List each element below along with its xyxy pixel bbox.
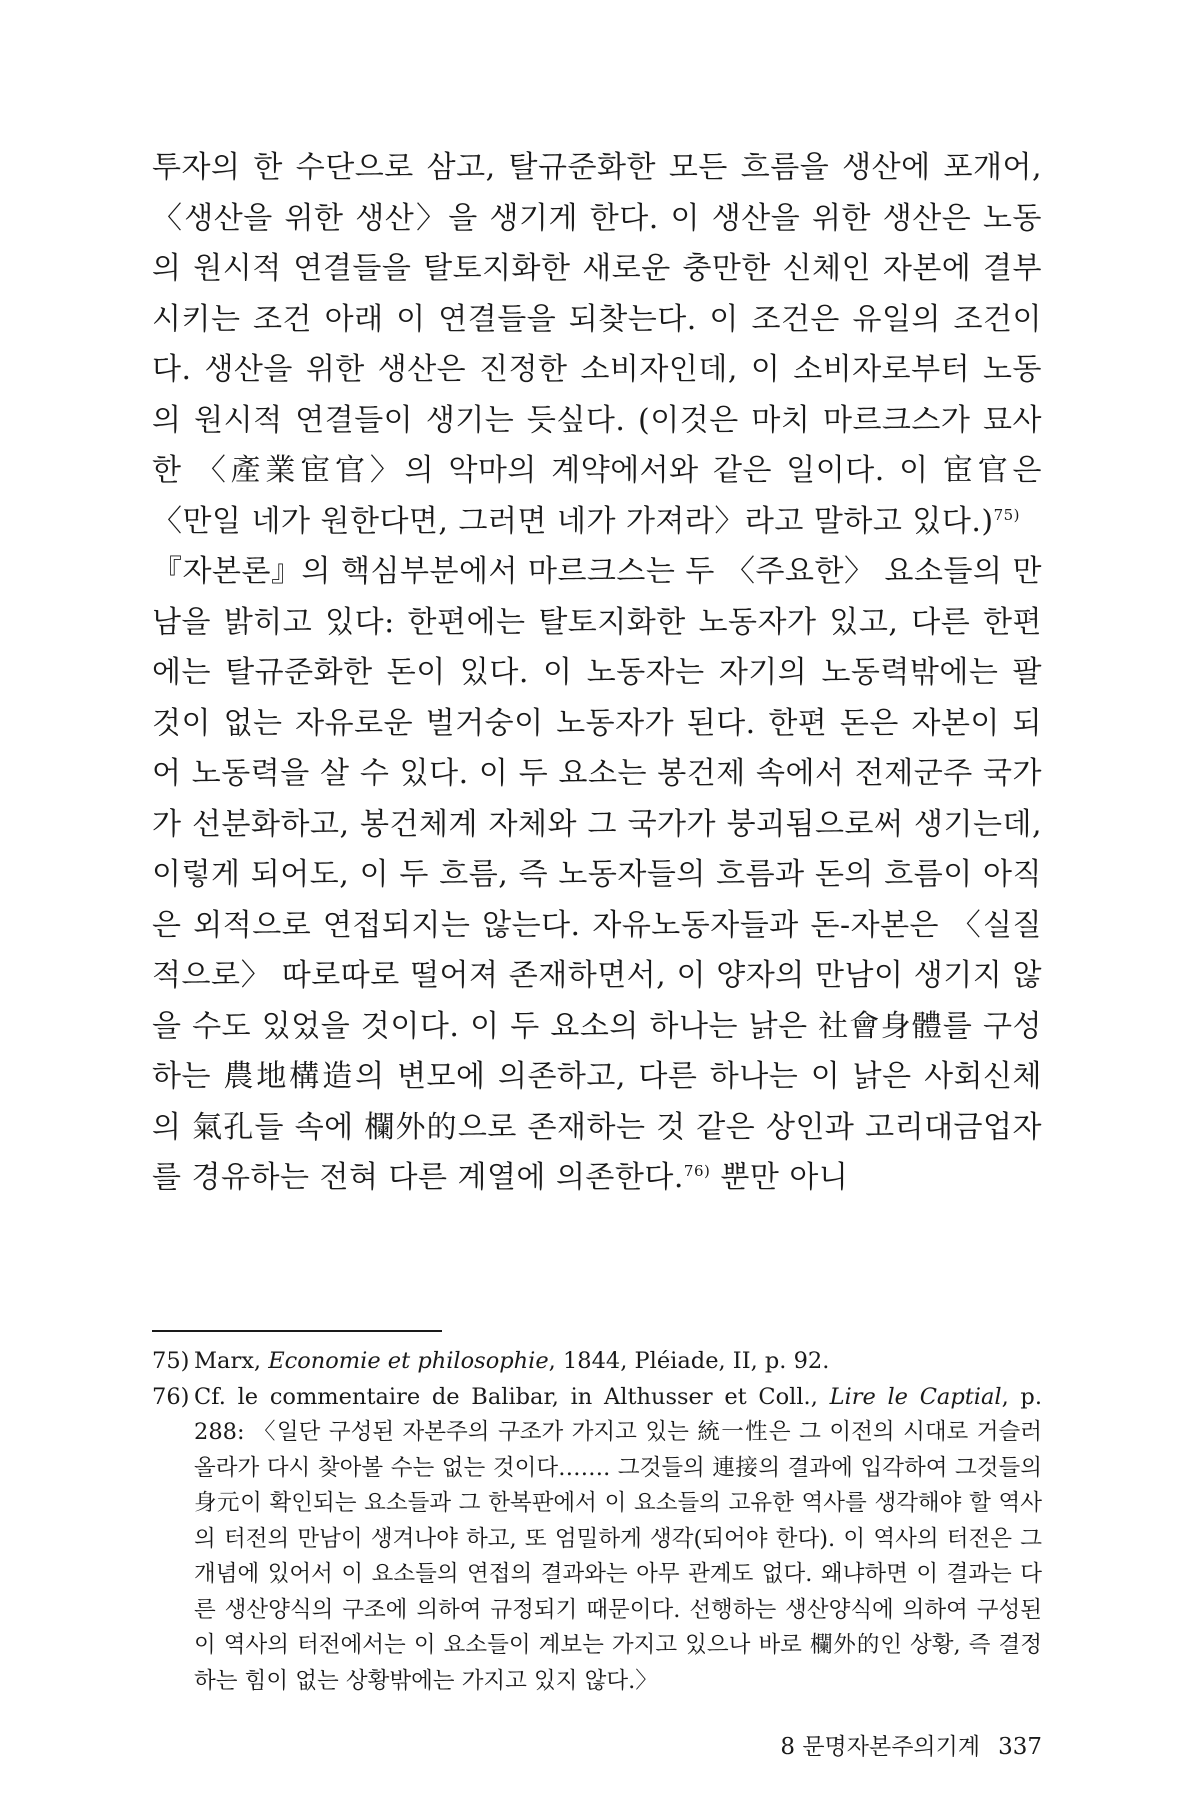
paragraph-2-tail: 뿐만 아니 bbox=[710, 1160, 849, 1195]
page-number: 337 bbox=[998, 1734, 1042, 1760]
footnote-title: Economie et philosophie bbox=[268, 1348, 549, 1374]
footnote-body: , p. 288: 〈일단 구성된 자본주의 구조가 가지고 있는 統一性은 그 이전의 시대로 거슬러 올라가 다시 찾아볼 수는 없는 것이다……. 그것들의 連接의 결과에 입각하여 그것들의 身元이 확인되는 요소들과 그 한복판에서 이 요소들의 고유한 역사를 생각해야 할 역사의 터전의 만남이 생겨나야 하고, 또 엄밀하게 생각(되어야 한다). 이 역사의 터전은 그 개념에 있어서 이 요소들의 연접의 결과와는 아무 관계도 없다. 왜냐하면 이 결과는 다른 생산양식의 구조에 의하여 규정되기 때문이다. 선행하는 생산양식에 의하여 구성된 이 역사의 터전에서는 이 요소들이 계보는 가지고 있으나 바로 欄外的인 상황, 즉 결정하는 힘이 없는 상황밖에는 가지고 있지 않다.〉 bbox=[194, 1383, 1042, 1694]
paragraph-1 bbox=[152, 143, 1042, 547]
footnote-number: 75) bbox=[152, 1348, 190, 1374]
paragraph-2 bbox=[152, 547, 1042, 1204]
footnote-citation: , 1844, Pléiade, II, p. 92. bbox=[548, 1348, 830, 1374]
page-footer bbox=[780, 1728, 1042, 1761]
footnote-title: Lire le Captial bbox=[829, 1383, 1002, 1410]
running-head: 8 문명자본주의기계 bbox=[780, 1734, 981, 1760]
footnote-author: Marx, bbox=[194, 1348, 269, 1374]
paragraph-2-text: 『자본론』의 핵심부분에서 마르크스는 두 〈주요한〉 요소들의 만남을 밝히고 있다: 한편에는 탈토지화한 노동자가 있고, 다른 한편에는 탈규준화한 돈이 있다. 이 노동자는 자기의 노동력밖에는 팔 것이 없는 자유로운 벌거숭이 노동자가 된다. 한편 돈은 자본이 되어 노동력을 살 수 있다. 이 두 요소는 봉건제 속에서 전제군주 국가가 선분화하고, 봉건체계 자체와 그 국가가 붕괴됨으로써 생기는데, 이렇게 되어도, 이 두 흐름, 즉 노동자들의 흐름과 돈의 흐름이 아직은 외적으로 연접되지는 않는다. 자유노동자들과 돈-자본은 〈실질적으로〉 따로따로 떨어져 존재하면서, 이 양자의 만남이 생기지 않을 수도 있었을 것이다. 이 두 요소의 하나는 낡은 社會身體를 구성하는 農地構造의 변모에 의존하고, 다른 하나는 이 낡은 사회신체의 氣孔들 속에 欄外的으로 존재하는 것 같은 상인과 고리대금업자를 경유하는 전혀 다른 계열에 의존한다. bbox=[152, 554, 1042, 1195]
footnote-lead: Cf. le commentaire de Balibar, in Althusser et Coll., bbox=[194, 1383, 830, 1410]
paragraph-1-text: 투자의 한 수단으로 삼고, 탈규준화한 모든 흐름을 생산에 포개어, 〈생산을 위한 생산〉을 생기게 한다. 이 생산을 위한 생산은 노동의 원시적 연결들을 탈토지화한 새로운 충만한 신체인 자본에 결부시키는 조건 아래 이 연결들을 되찾는다. 이 조건은 유일의 조건이다. 생산을 위한 생산은 진정한 소비자인데, 이 소비자로부터 노동의 원시적 연결들이 생기는 듯싶다. (이것은 마치 마르크스가 묘사한 〈產業宦官〉의 악마의 계약에서와 같은 일이다. 이 宦官은 〈만일 네가 원한다면, 그러면 네가 가져라〉라고 말하고 있다.) bbox=[152, 150, 1042, 539]
footnote-76 bbox=[152, 1380, 1042, 1700]
footnotes bbox=[152, 1344, 1042, 1699]
footnote-75 bbox=[152, 1344, 1042, 1380]
footnote-divider bbox=[152, 1330, 442, 1332]
footnote-ref-75: 75) bbox=[993, 505, 1021, 524]
footnote-ref-76: 76) bbox=[683, 1162, 711, 1180]
footnote-number: 76) bbox=[152, 1383, 190, 1410]
main-text bbox=[152, 143, 1042, 1204]
